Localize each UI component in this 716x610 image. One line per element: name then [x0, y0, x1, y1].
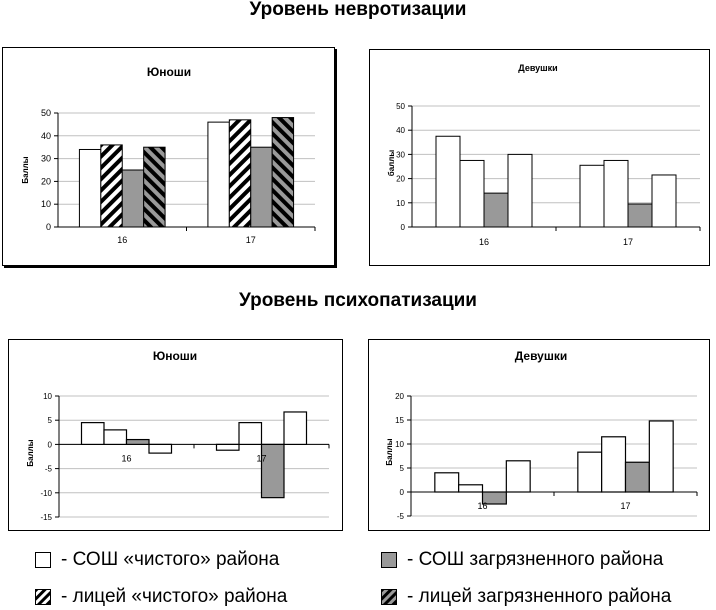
bar-16-series-1	[435, 473, 459, 492]
y-tick-label: 5	[399, 464, 404, 473]
bar-16-series-2	[459, 485, 483, 492]
bar-17-series-4	[649, 421, 673, 492]
y-tick-label: 40	[396, 126, 405, 136]
y-tick-label: 5	[47, 416, 52, 426]
y-tick-label: -15	[40, 513, 52, 522]
bar-17-series-4	[284, 412, 307, 444]
y-tick-label: 40	[40, 130, 51, 141]
x-category-label: 17	[622, 237, 634, 247]
bar-16-series-1	[82, 423, 105, 445]
chart-title: Юноши	[146, 65, 192, 79]
bar-17-series-1	[217, 444, 240, 450]
bar-17-series-3	[251, 147, 272, 227]
bar-17-series-1	[578, 452, 602, 492]
y-tick-label: 20	[396, 174, 405, 184]
x-category-label: 17	[620, 501, 631, 511]
bar-17-series-1	[580, 165, 604, 227]
y-tick-label: -5	[396, 512, 404, 521]
bar-16-series-1	[79, 149, 100, 227]
y-tick-label: 30	[40, 153, 51, 164]
bar-16-series-3	[127, 440, 150, 445]
bar-17-series-1	[208, 122, 229, 227]
legend-marker-white	[35, 552, 51, 568]
bar-16-series-2	[104, 430, 127, 445]
legend-label-lyceum-polluted: - лицей загрязненного района	[407, 586, 672, 607]
x-category-label: 16	[478, 237, 490, 247]
bar-16-series-3	[122, 170, 143, 227]
bar-16-series-2	[460, 160, 484, 227]
y-tick-label: 50	[40, 108, 51, 118]
chart-psycho-boys	[9, 340, 344, 532]
y-axis-label: Баллы	[26, 439, 35, 467]
y-tick-label: 30	[396, 150, 405, 160]
chart-panel-psycho-boys	[8, 339, 343, 531]
bar-17-series-2	[239, 423, 262, 445]
bar-16-series-4	[506, 461, 530, 492]
bar-17-series-2	[604, 160, 628, 227]
chart-title: Девушки	[514, 349, 568, 363]
y-tick-label: 20	[40, 176, 51, 187]
bar-17-series-2	[229, 120, 250, 227]
y-tick-label: 20	[395, 392, 404, 401]
bar-17-series-4	[652, 175, 676, 227]
legend-marker-gray	[381, 552, 397, 568]
x-category-label: 16	[117, 235, 128, 245]
chart-neuro-boys	[3, 48, 336, 267]
x-category-label: 17	[256, 453, 267, 464]
x-category-label: 16	[121, 453, 132, 464]
legend-label-lyceum-clean: - лицей «чистого» района	[61, 586, 288, 607]
bar-16-series-3	[484, 193, 508, 227]
chart-psycho-girls	[369, 340, 711, 532]
bar-16-series-1	[436, 136, 460, 227]
bar-17-series-2	[602, 437, 626, 492]
bar-17-series-3	[626, 462, 650, 492]
y-axis-label: Баллы	[385, 438, 394, 466]
y-axis-label: Баллы	[21, 156, 30, 184]
chart-neuro-girls	[370, 50, 711, 267]
legend-item-lyceum-polluted	[381, 586, 671, 608]
x-category-label: 16	[477, 501, 488, 511]
y-tick-label: 10	[43, 392, 52, 401]
y-tick-label: 10	[40, 199, 51, 210]
legend-marker-hatch-white	[35, 589, 51, 605]
y-tick-label: -5	[44, 464, 52, 474]
section-title-neuroticism: Уровень невротизации	[249, 0, 467, 20]
bar-17-series-4	[272, 118, 293, 227]
legend-item-school-clean	[35, 549, 279, 571]
y-tick-label: -10	[40, 488, 52, 498]
legend-marker-hatch-gray	[381, 589, 397, 605]
bar-16-series-4	[149, 444, 172, 453]
y-tick-label: 0	[47, 440, 52, 450]
chart-panel-neuro-girls	[369, 49, 710, 266]
y-tick-label: 50	[396, 102, 405, 111]
legend-label-school-clean: - СОШ «чистого» района	[61, 549, 280, 570]
section-title-psychopathy: Уровень психопатизации	[239, 290, 477, 311]
y-tick-label: 10	[396, 198, 405, 208]
bar-17-series-3	[628, 204, 652, 227]
y-axis-label: баллы	[387, 149, 396, 177]
bar-16-series-4	[508, 154, 532, 227]
y-tick-label: 0	[400, 223, 405, 232]
chart-panel-neuro-boys	[2, 47, 335, 266]
bar-16-series-4	[144, 147, 165, 227]
legend-item-school-polluted	[381, 549, 663, 571]
x-category-label: 17	[245, 235, 256, 245]
y-tick-label: 0	[399, 488, 404, 497]
y-tick-label: 0	[45, 222, 51, 232]
chart-title: Девушки	[518, 63, 558, 73]
bar-16-series-2	[101, 145, 122, 227]
y-tick-label: 10	[395, 440, 404, 449]
chart-title: Юноши	[152, 349, 198, 363]
chart-panel-psycho-girls	[368, 339, 710, 531]
bar-17-series-3	[262, 444, 285, 497]
y-tick-label: 15	[395, 416, 404, 425]
legend-label-school-polluted: - СОШ загрязненного района	[407, 549, 664, 570]
legend-item-lyceum-clean	[35, 586, 287, 608]
